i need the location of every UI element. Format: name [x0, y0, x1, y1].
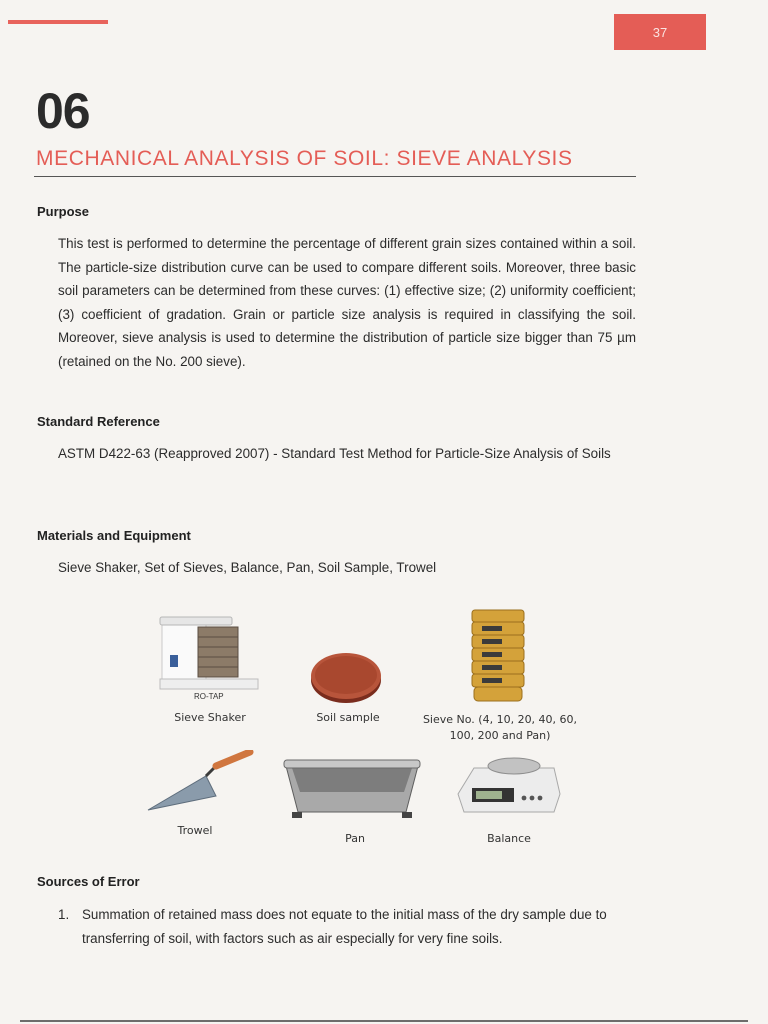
trowel-image — [146, 750, 256, 816]
sources-of-error-list — [58, 903, 638, 951]
chapter-number: 06 — [36, 83, 90, 139]
list-item-text: Summation of retained mass does not equate to the initial mass of the dry sample due to transferring of soil, with factors such as air especially for very fine soils. — [82, 907, 607, 946]
materials-text: Sieve Shaker, Set of Sieves, Balance, Pan, Soil Sample, Trowel — [58, 560, 437, 575]
chapter-title: MECHANICAL ANALYSIS OF SOIL: SIEVE ANALYSIS — [36, 147, 573, 170]
sieve-shaker-image — [158, 615, 266, 705]
balance-caption: Balance — [487, 832, 531, 845]
page-bottom-edge — [20, 1020, 748, 1022]
soil-sample-caption: Soil sample — [316, 711, 380, 724]
page-number-tab — [614, 14, 706, 50]
sieve-shaker-caption: Sieve Shaker — [174, 711, 246, 724]
sieve-stack-image — [468, 606, 528, 706]
pan-image — [282, 752, 422, 824]
balance-image — [454, 754, 564, 820]
pan-caption: Pan — [345, 832, 365, 845]
title-underline — [34, 176, 636, 177]
shaker-brand-label: RO-TAP — [194, 692, 224, 701]
sieve-no-caption: Sieve No. (4, 10, 20, 40, 60, 100, 200 and Pan) — [422, 713, 578, 742]
header-accent-rule — [8, 20, 108, 24]
list-item — [58, 903, 638, 951]
list-item-number: 1. — [58, 907, 70, 922]
sources-of-error-heading: Sources of Error — [37, 874, 140, 889]
trowel-caption: Trowel — [177, 824, 213, 837]
standard-reference-text: ASTM D422-63 (Reapproved 2007) - Standard Test Method for Particle-Size Analysis of Soils — [58, 446, 611, 461]
purpose-text: This test is performed to determine the percentage of different grain sizes contained within a soil. The particle-size distribution curve can be used to compare different soils. Moreover, three basic soil parameters can be determined from these curves: (1) effective size; (2) uniformity coefficient; (3) coefficient of gradation. Grain or particle size analysis is required in classifying the soil. Moreover, sieve analysis is used to determine the distribution of particle size bigger than 75 µm (retained on the No. 200 sieve). — [58, 236, 636, 369]
standard-reference-heading: Standard Reference — [37, 414, 160, 429]
page-number: 37 — [652, 24, 668, 40]
materials-heading: Materials and Equipment — [37, 528, 191, 543]
purpose-heading: Purpose — [37, 204, 90, 219]
soil-sample-image — [308, 644, 388, 706]
